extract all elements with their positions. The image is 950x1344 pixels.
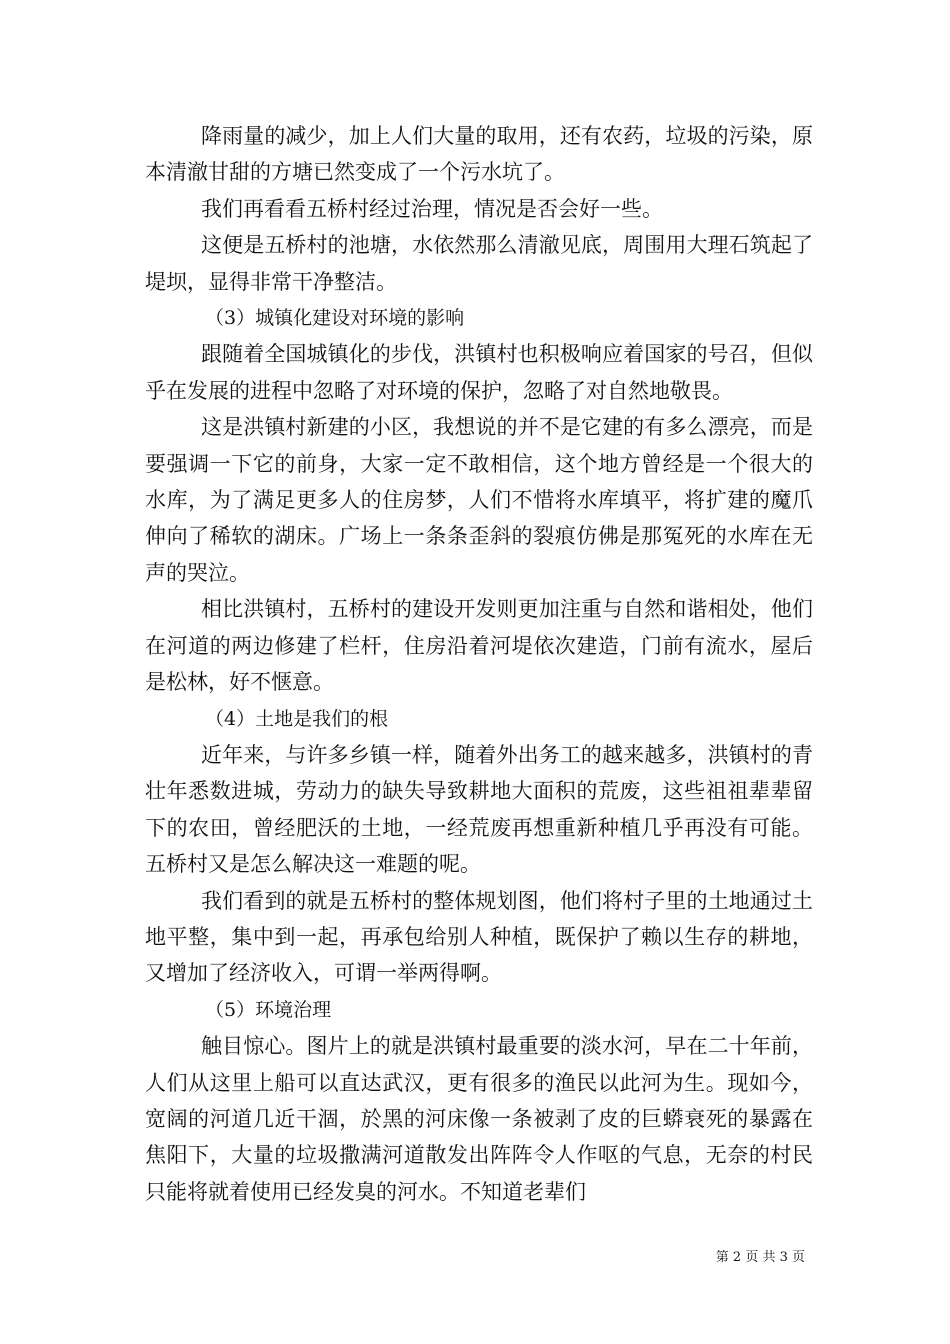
text-line: 现如今，宽阔的河道几近干涸，於黑的河床像一条被剥了皮的巨蟒	[145, 1070, 814, 1131]
text-line: 相比洪镇村，五桥村的建设开发则更加注重与自然和谐相处，	[201, 597, 771, 622]
paragraph	[145, 737, 813, 883]
text-line: 我们看到的就是五桥村的整体规划图，他们将村子里的土地通	[201, 888, 771, 913]
text-line: 衰死的暴露在焦阳下，大量的垃圾撒满河道散发出阵阵令人作呕的	[145, 1106, 814, 1168]
text-line: 触目惊心。图片上的就是洪镇村最重要的淡水河，早在二十年	[201, 1034, 771, 1059]
text-line: 这便是五桥村的池塘，水依然那么清澈见底，周围用大理石筑	[201, 233, 771, 258]
text-line: 我们再看看五桥村经过治理，情况是否会好一些。	[201, 196, 663, 221]
text-line: 个很大的水库，为了满足更多人的住房梦，人们不惜将水库填平，	[145, 451, 814, 513]
section-heading: （3）城镇化建设对环境的影响	[205, 307, 465, 330]
paragraph	[145, 409, 813, 591]
paragraph	[145, 883, 813, 992]
paragraph	[145, 336, 813, 409]
text-line: 跟随着全国城镇化的步伐，洪镇村也积极响应着国家的号召，	[201, 342, 771, 367]
text-line: 而是要强调一下它的前身，大家一定不敢相信，这个地方曾经是一	[145, 415, 813, 476]
page-number: 第 2 页 共 3 页	[715, 1250, 805, 1265]
text-line: 原本清澈甘甜的方塘已然变成了一个污水坑了。	[145, 124, 813, 185]
text-line: 但似乎在发展的进程中忽略了对环境的保护，忽略了对自然地敬畏。	[145, 342, 813, 403]
text-line: 将扩建的魔爪伸向了稀软的湖床。广场上一条条歪斜的裂痕仿佛是	[145, 488, 814, 549]
text-line: 的耕地，又增加了经济收入，可谓一举两得啊。	[145, 924, 814, 986]
text-line: 前，人们从这里上船可以直达武汉，更有很多的渔民以此河为生。	[145, 1034, 813, 1095]
paragraph	[145, 191, 813, 227]
paragraph	[145, 1028, 813, 1210]
section-heading: （4）土地是我们的根	[205, 707, 389, 730]
paragraph	[145, 591, 813, 700]
text-line: 水，屋后是松林，好不惬意。	[145, 633, 814, 695]
text-line: 近年来，与许多乡镇一样，随着外出务工的越来越多，洪镇村	[201, 742, 771, 767]
paragraph	[145, 118, 813, 191]
paragraph	[145, 227, 813, 300]
text-line: 过土地平整，集中到一起，再承包给别人种植，既保护了赖以生存	[145, 888, 813, 949]
text-line: 这是洪镇村新建的小区，我想说的并不是它建的有多么漂亮，	[201, 415, 771, 440]
text-line: 祖辈辈留下的农田，曾经肥沃的土地，一经荒废再想重新种植几乎	[145, 779, 814, 840]
section-heading: （5）环境治理	[205, 998, 332, 1021]
text-line: 气息，无奈的村民只能将就着使用已经发臭的河水。不知道老辈们	[145, 1143, 813, 1204]
text-line: 的青壮年悉数进城，劳动力的缺失导致耕地大面积的荒废，这些祖	[145, 742, 813, 804]
text-line: 起了堤坝，显得非常干净整洁。	[145, 233, 813, 294]
text-line: 降雨量的减少，加上人们大量的取用，还有农药，垃圾的污染，	[201, 124, 792, 148]
text-line: 那冤死的水库在无声的哭泣。	[145, 524, 813, 585]
document-body	[145, 118, 813, 1210]
text-line: 再没有可能。五桥村又是怎么解决这一难题的呢。	[145, 815, 814, 877]
text-line: 他们在河道的两边修建了栏杆，住房沿着河堤依次建造，门前有流	[145, 597, 813, 658]
